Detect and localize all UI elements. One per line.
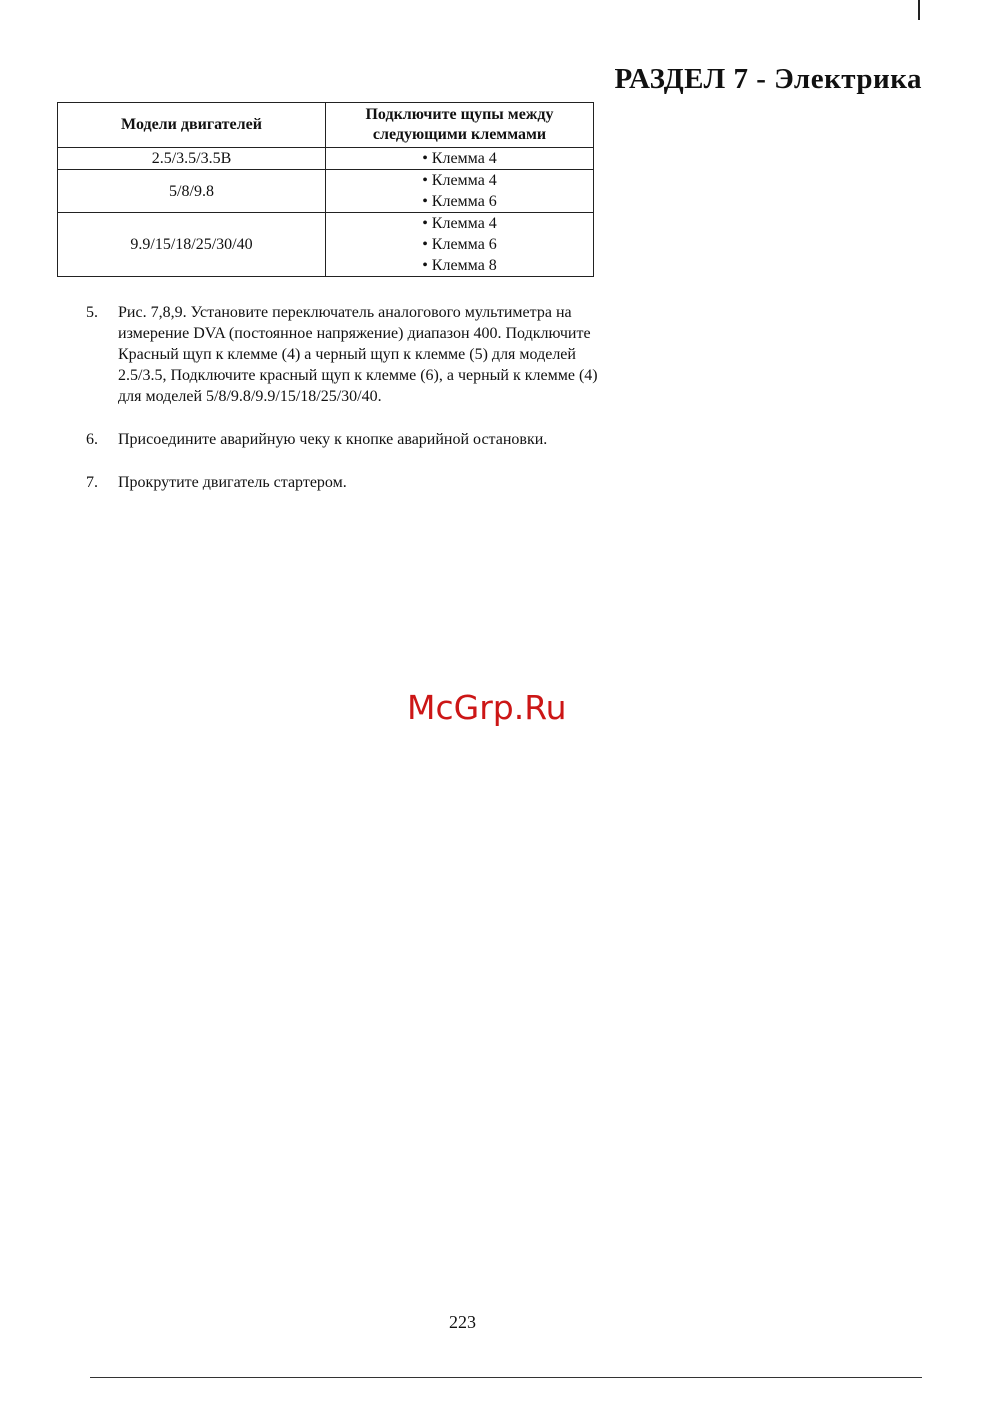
table-row xyxy=(58,148,594,170)
step-text: Прокрутите двигатель стартером. xyxy=(118,474,347,491)
terminals-cell xyxy=(326,148,594,170)
table-row xyxy=(58,170,594,213)
header-probe-terminals xyxy=(326,103,594,148)
header-probe-terminals-line2: следующими клеммами xyxy=(372,126,547,143)
engine-models-cell: 2.5/3.5/3.5В xyxy=(58,148,326,170)
header-probe-terminals-line1: Подключите щупы между xyxy=(365,106,554,123)
watermark-logo: McGrp.Ru xyxy=(407,688,567,727)
step-text: Рис. 7,8,9. Установите переключатель аналогового мультиметра на измерение DVA (постоянное напряжение) диапазон 400. Подключите Красный щуп к клемме (4) а черный щуп к клемме (5) для моделей 2.5/3.5, Подключите красный щуп к клемме (6), а черный к клемме (4) для моделей 5/8/9.8/9.9/15/18/25/30/40. xyxy=(118,304,598,405)
terminal-item: • Клемма 4 xyxy=(422,172,497,189)
terminal-item: • Клемма 6 xyxy=(422,193,497,210)
table-header-row xyxy=(58,103,594,148)
step-item xyxy=(86,302,616,407)
page-number: 223 xyxy=(449,1312,476,1332)
table-row xyxy=(58,213,594,277)
step-number: 5. xyxy=(86,304,98,321)
scan-corner-mark xyxy=(918,0,920,20)
step-item xyxy=(86,429,616,450)
probe-connection-table xyxy=(57,102,594,277)
engine-models-cell: 9.9/15/18/25/30/40 xyxy=(58,213,326,277)
bottom-divider xyxy=(90,1377,922,1378)
engine-models-cell: 5/8/9.8 xyxy=(58,170,326,213)
terminals-cell xyxy=(326,213,594,277)
header-engine-models: Модели двигателей xyxy=(58,103,326,148)
page-title: РАЗДЕЛ 7 - Электрика xyxy=(614,63,922,96)
terminal-item: • Клемма 8 xyxy=(422,257,497,274)
step-text: Присоедините аварийную чеку к кнопке аварийной остановки. xyxy=(118,431,548,448)
step-number: 6. xyxy=(86,431,98,448)
step-number: 7. xyxy=(86,474,98,491)
terminal-item: • Клемма 4 xyxy=(422,215,497,232)
procedure-steps xyxy=(86,302,616,515)
terminal-item: • Клемма 6 xyxy=(422,236,497,253)
terminal-item: • Клемма 4 xyxy=(422,150,497,167)
step-item xyxy=(86,472,616,493)
terminals-cell xyxy=(326,170,594,213)
